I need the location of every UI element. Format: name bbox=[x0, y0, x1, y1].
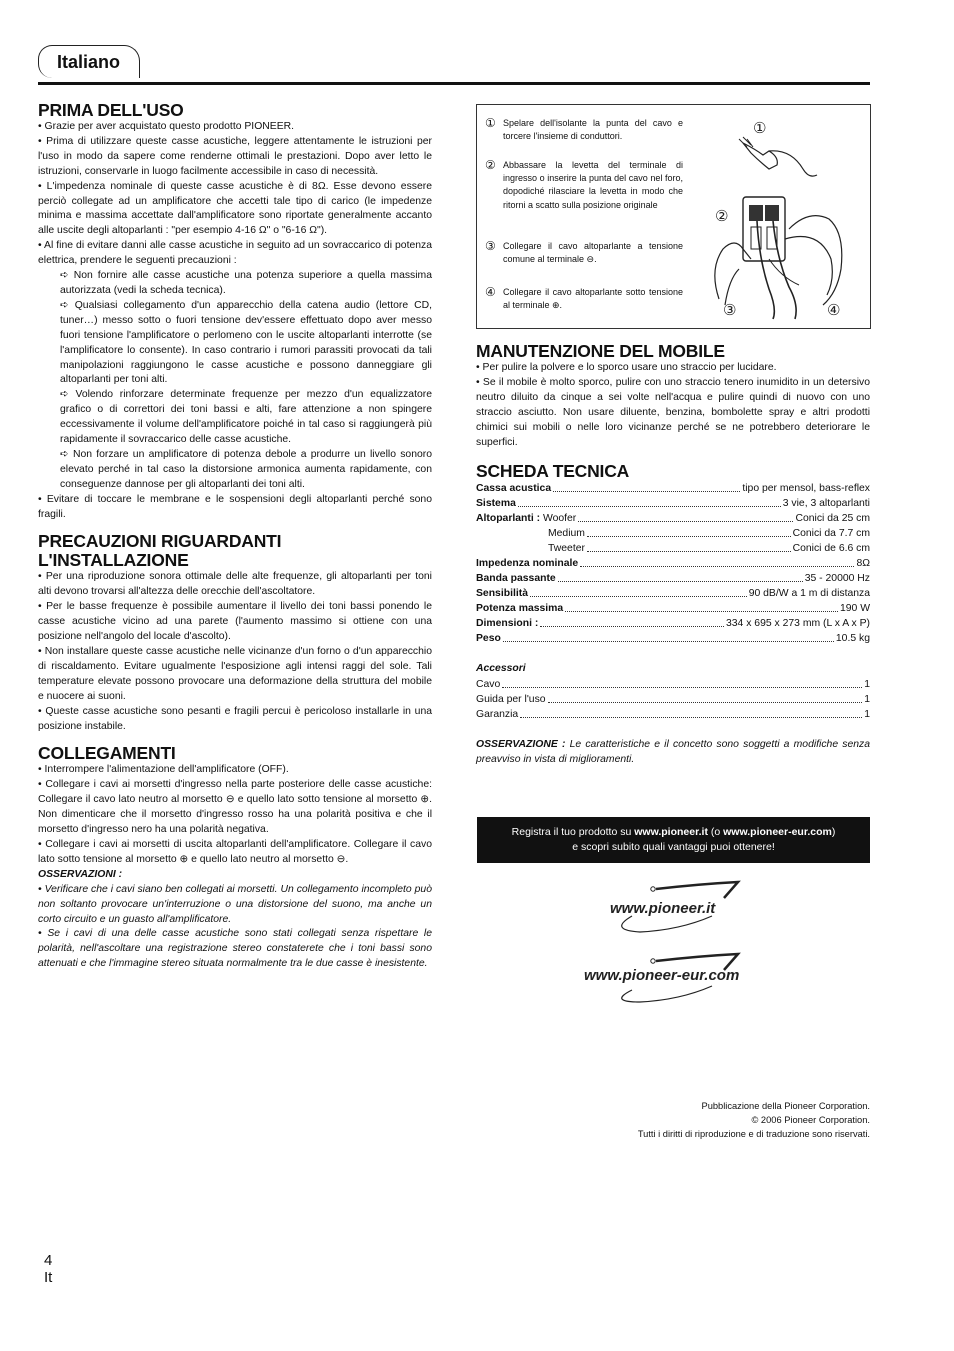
spec-row bbox=[476, 631, 870, 646]
accessori-key: Garanzia bbox=[476, 709, 519, 721]
osservazione-label: OSSERVAZIONE : bbox=[476, 739, 566, 751]
spec-key: Sensibilità bbox=[476, 588, 528, 600]
pioneer-eur-link[interactable]: www.pioneer-eur.com bbox=[584, 967, 740, 984]
step-text: Abbassare la levetta del terminale di ingresso o inserire la punta del cavo nel foro, dopodiché rilasciare la levetta in modo che ritorni a scatto sulla posizione originale bbox=[503, 160, 683, 210]
figure-step bbox=[485, 286, 683, 312]
wiring-figure bbox=[476, 104, 871, 329]
spec-key: Altoparlanti : bbox=[476, 513, 541, 525]
prima-subpara: ➪ Non forzare un amplificatore di potenza debole a produrre un livello sonoro elevato perché in tal caso la distorsione armonica aumenta rapidamente, con conseguenze dannose per gli altoparlanti dei toni alti. bbox=[60, 448, 432, 490]
left-column bbox=[38, 101, 432, 972]
accessori-key: Guida per l'uso bbox=[476, 694, 546, 706]
accessori-key: Cavo bbox=[476, 679, 501, 691]
spec-value: Conici de 6.6 cm bbox=[792, 543, 870, 555]
prima-para: • Grazie per aver acquistato questo prodotto PIONEER. bbox=[38, 121, 295, 132]
spec-subkey: Medium bbox=[548, 528, 585, 540]
page-number-value: 4 bbox=[44, 1252, 53, 1269]
registration-banner bbox=[477, 817, 870, 863]
banner-link-it[interactable]: www.pioneer.it bbox=[634, 826, 708, 838]
banner-line-1 bbox=[477, 825, 870, 840]
spec-key: Sistema bbox=[476, 498, 516, 510]
prima-subpara: ➪ Qualsiasi collegamento d'un apparecchio della catena audio (lettore CD, tuner…) messo sotto o fuori tensione dev'essere effettuato dopo aver messo fuori tensione l'amplificatore o perlomeno con le uscite altoparlanti interrotte (se l'amplificatore lo consente). In caso contrario i rumori parassiti provocati da tali manipolazioni raggiungono le casse acustiche e possono danneggiare gli altoparlanti per toni alti. bbox=[60, 299, 432, 386]
header-rule bbox=[38, 82, 870, 85]
spec-key: Banda passante bbox=[476, 573, 556, 585]
publication-line: Pubblicazione della Pioneer Corporation. bbox=[701, 1101, 870, 1111]
spec-row bbox=[476, 496, 870, 511]
accessori-row bbox=[476, 677, 870, 692]
spec-subkey: Woofer bbox=[542, 513, 577, 525]
banner-line-2: e scopri subito quali vantaggi puoi ottenere! bbox=[572, 841, 775, 853]
prima-subpara: ➪ Non fornire alle casse acustiche una potenza superiore a quella massima autorizzata (vedi la scheda tecnica). bbox=[60, 270, 432, 296]
spec-row bbox=[476, 481, 870, 496]
language-tab-label: Italiano bbox=[57, 52, 121, 72]
step-text: Collegare il cavo altoparlante a tensione comune al terminale ⊖. bbox=[503, 241, 683, 265]
right-column bbox=[476, 342, 870, 768]
spec-row bbox=[476, 511, 870, 526]
manutenzione-para: • Per pulire la polvere e lo sporco usare uno straccio per lucidare. bbox=[476, 362, 777, 373]
spec-key: Cassa acustica bbox=[476, 483, 552, 495]
collegamenti-title: COLLEGAMENTI bbox=[38, 743, 176, 764]
banner-text: (o bbox=[707, 826, 724, 838]
figure-step bbox=[485, 117, 683, 143]
spec-value: Conici da 25 cm bbox=[795, 513, 870, 525]
collegamenti-para: • Interrompere l'alimentazione dell'amplificatore (OFF). bbox=[38, 764, 289, 776]
collegamenti-obs: • Se i cavi di una delle casse acustiche sono stati collegati senza rispettare le polarità, nell'ascoltare una registrazione stereo constaterete che i toni bassi sono attenuati e che l'immagine stereo situata normalmente tra le due casse è inesistente. bbox=[38, 928, 432, 970]
prima-subpara: ➪ Volendo rinforzare determinate frequenze per mezzo d'un equalizzatore grafico o di correttori dei toni bassi e alti, fare attenzione a non spingere eccessivamente il volume dell'amplificatore poiché in tal caso si raggiungerà più rapidamente il sovraccarico delle casse acustiche. bbox=[60, 389, 432, 446]
prima-para: • Prima di utilizzare queste casse acustiche, leggere attentamente le istruzioni per l'uso in modo da sapere come renderne ottimali le prestazioni. Dopo aver letto le istruzioni, conservarle in luogo facilmente accessibile in caso di necessità. bbox=[38, 135, 432, 177]
pioneer-it-link[interactable]: www.pioneer.it bbox=[610, 900, 716, 917]
spec-subkey: Tweeter bbox=[548, 543, 585, 555]
spec-key: Potenza massima bbox=[476, 603, 564, 615]
figure-marker: ② bbox=[715, 207, 729, 225]
manutenzione-para: • Se il mobile è molto sporco, pulire con uno straccio tenero inumidito in un detersivo neutro diluito da cinque a sei volte nell'acqua e pulire quindi di nuovo con uno straccio asciutto. Non usare diluente, benzina, bombolette spray e altri prodotti chimici sui mobili o nelle loro vicinanze perché se ne potrebbero deteriorare le superfici. bbox=[476, 376, 870, 448]
banner-link-eur[interactable]: www.pioneer-eur.com bbox=[723, 826, 832, 838]
step-number: ① bbox=[485, 116, 496, 130]
spec-value: 35 - 20000 Hz bbox=[804, 573, 870, 585]
spec-key: Peso bbox=[476, 633, 501, 645]
accessori-value: 1 bbox=[864, 709, 870, 721]
prima-para: • Al fine di evitare danni alle casse acustiche in seguito ad un sovraccarico di potenza elettrica, prendere le seguenti precauzioni : bbox=[38, 240, 432, 267]
collegamenti-para: • Collegare i cavi ai morsetti di uscita altoparlanti dell'amplificatore. Collegare il cavo lato sotto tensione al morsetto ⊕ e quello lato neutro al morsetto ⊖. bbox=[38, 838, 432, 865]
spec-row bbox=[476, 526, 870, 541]
figure-step bbox=[485, 240, 683, 266]
accessori-table bbox=[476, 677, 870, 722]
spec-table bbox=[476, 481, 870, 646]
publication-note bbox=[638, 1099, 870, 1141]
step-text: Collegare il cavo altoparlante sotto tensione al terminale ⊕. bbox=[503, 287, 683, 311]
banner-text: ) bbox=[831, 826, 836, 838]
spec-value: 334 x 695 x 273 mm (L x A x P) bbox=[726, 618, 870, 630]
accessori-row bbox=[476, 692, 870, 707]
rights-line: Tutti i diritti di riproduzione e di traduzione sono riservati. bbox=[637, 1129, 870, 1139]
precauzioni-title: PRECAUZIONI RIGUARDANTI L'INSTALLAZIONE bbox=[38, 531, 282, 571]
accessori-row bbox=[476, 707, 870, 722]
spec-value: 10.5 kg bbox=[835, 633, 870, 645]
osservazione-note bbox=[476, 738, 870, 768]
figure-marker: ③ bbox=[723, 301, 737, 319]
terminal-wiring-illustration bbox=[699, 109, 867, 323]
spec-key: Impedenza nominale bbox=[476, 558, 579, 570]
scheda-title: SCHEDA TECNICA bbox=[476, 461, 630, 482]
spec-row bbox=[476, 586, 870, 601]
spec-row bbox=[476, 601, 870, 616]
prima-para: • Evitare di toccare le membrane e le sospensioni degli altoparlanti perché sono fragili. bbox=[38, 493, 432, 520]
step-text: Spelare dell'isolante la punta del cavo e torcere l'insieme di conduttori. bbox=[503, 118, 683, 142]
figure-marker: ① bbox=[753, 119, 767, 137]
page-language: It bbox=[44, 1269, 53, 1286]
banner-text: Registra il tuo prodotto su bbox=[511, 826, 635, 838]
osservazione-text: Le caratteristiche e il concetto sono soggetti a modifiche senza preavviso in vista di miglioramenti. bbox=[476, 739, 871, 766]
collegamenti-para: • Collegare i cavi ai morsetti d'ingresso nella parte posteriore delle casse acustiche: Collegare il cavo lato neutro al morsetto ⊖ e quello lato sotto tensione al morsetto ⊕. Non dimenticare che il morsetto d'ingresso rosso ha una polarità positiva e che il morsetto d'ingresso nero ha una polarità negativa. bbox=[38, 779, 432, 836]
spec-row bbox=[476, 616, 870, 631]
spec-value: 8Ω bbox=[856, 558, 870, 570]
step-number: ④ bbox=[485, 285, 496, 299]
prima-title: PRIMA DELL'USO bbox=[38, 100, 184, 120]
manutenzione-title: MANUTENZIONE DEL MOBILE bbox=[476, 341, 725, 361]
copyright-line: © 2006 Pioneer Corporation. bbox=[751, 1115, 870, 1125]
step-number: ② bbox=[485, 158, 496, 172]
spec-value: Conici da 7.7 cm bbox=[792, 528, 870, 540]
step-number: ③ bbox=[485, 239, 496, 253]
accessori-title: Accessori bbox=[476, 663, 526, 675]
collegamenti-obs-label: OSSERVAZIONI : bbox=[38, 868, 123, 880]
spec-key: Dimensioni : bbox=[476, 618, 539, 630]
spec-value: tipo per mensol, bass-reflex bbox=[742, 483, 870, 495]
precauzioni-para: • Per le basse frequenze è possibile aumentare il livello dei toni bassi ponendo le casse acustiche vicino ad una parete (l'aumento massimo si ottiene con una posizione nell'angolo del locale d'ascolto). bbox=[38, 601, 432, 643]
spec-row bbox=[476, 556, 870, 571]
accessori-value: 1 bbox=[864, 679, 870, 691]
precauzioni-para: • Queste casse acustiche sono pesanti e fragili percui è pericoloso installarle in una posizione instabile. bbox=[38, 705, 432, 732]
precauzioni-para: • Non installare queste casse acustiche nelle vicinanze d'un forno o d'un apparecchio di riscaldamento. Evitare ugualmente l'esposizione agli intensi raggi del sole. Tali temperature elevate possono provocare una deformazione della struttura del mobile e nuocere ai suoni. bbox=[38, 646, 432, 702]
spec-value: 90 dB/W a 1 m di distanza bbox=[748, 588, 870, 600]
spec-row bbox=[476, 571, 870, 586]
spec-value: 190 W bbox=[839, 603, 870, 615]
collegamenti-obs: • Verificare che i cavi siano ben collegati ai morsetti. Un collegamento incompleto può non soltanto provocare un'interruzione o una distorsione del suono, ma anche un corto circuito e un guasto all'amplificatore. bbox=[38, 883, 432, 925]
accessori-value: 1 bbox=[864, 694, 870, 706]
precauzioni-para: • Per una riproduzione sonora ottimale delle alte frequenze, gli altoparlanti per toni alti devono trovarsi all'altezza delle orecchie dell'ascoltatore. bbox=[38, 571, 432, 598]
page-number bbox=[44, 1252, 52, 1286]
spec-row bbox=[476, 541, 870, 556]
figure-marker: ④ bbox=[827, 301, 841, 319]
language-tab bbox=[38, 45, 140, 78]
spec-value: 3 vie, 3 altoparlanti bbox=[782, 498, 870, 510]
prima-para: • L'impedenza nominale di queste casse acustiche è di 8Ω. Esse devono essere perciò collegate ad un amplificatore che accetti tale tipo di carico (le impedenze minima e massima accettate dall'amplificatore sono riportate generalmente accanto alle uscite degli altoparlanti : "per esempio 4-16 Ω" o "6-16 Ω"). bbox=[38, 180, 432, 237]
figure-step bbox=[485, 159, 683, 212]
